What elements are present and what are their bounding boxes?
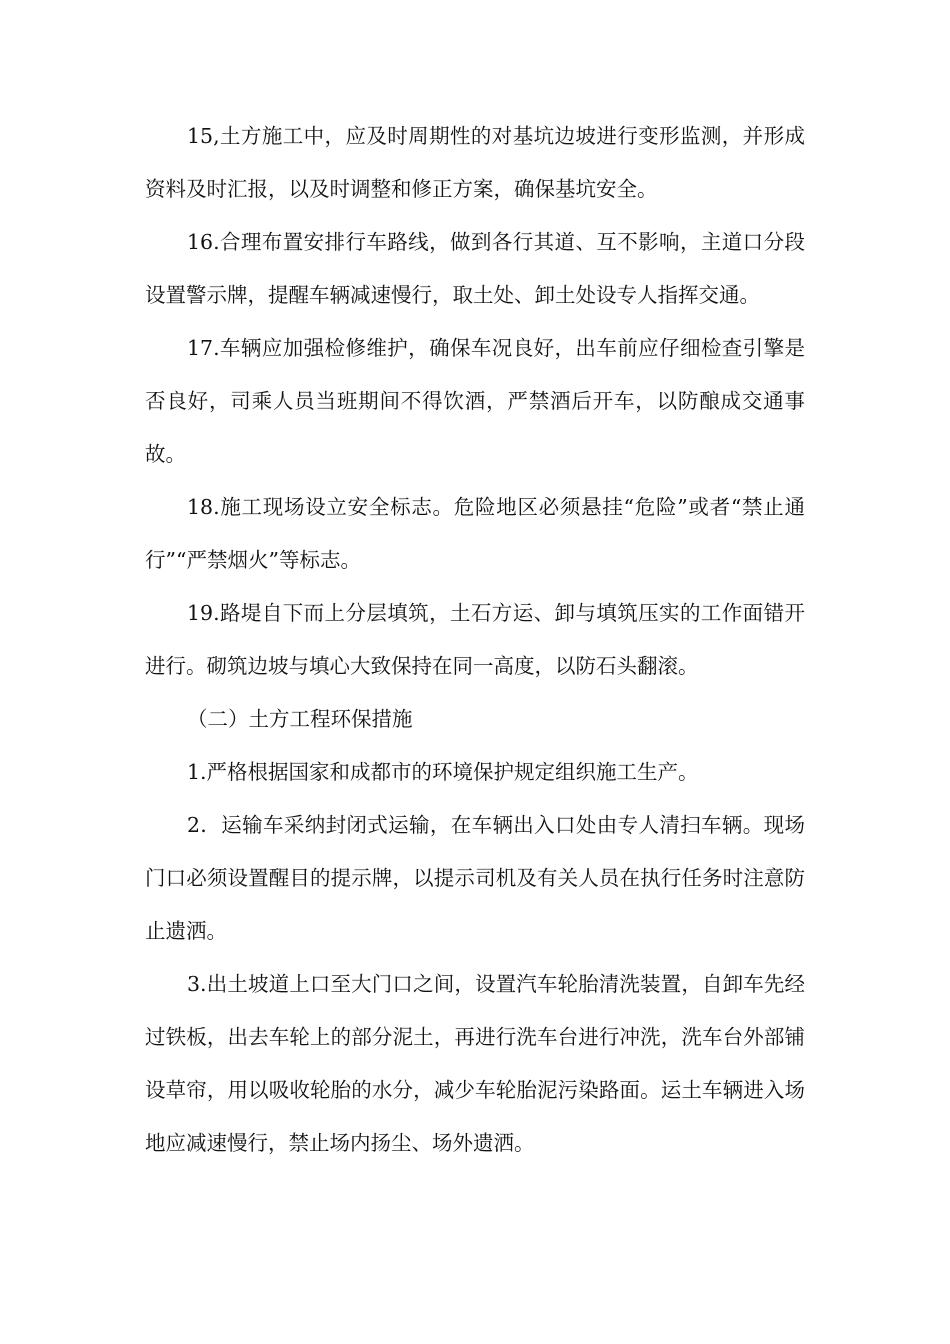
- document-body: [145, 110, 805, 1170]
- paragraph-env-1: 1.严格根据国家和成都市的环境保护规定组织施工生产。: [187, 760, 699, 784]
- paragraph-env-2: 2．运输车采纳封闭式运输，在车辆出入口处由专人清扫车辆。现场门口必须设置醒目的提示牌，以提示司机及有关人员在执行任务时注意防止遗洒。: [145, 813, 805, 943]
- paragraph-16: 16.合理布置安排行车路线，做到各行其道、互不影响，主道口分段设置警示牌，提醒车辆减速慢行，取土处、卸土处设专人指挥交通。: [145, 230, 805, 307]
- section-heading: （二）土方工程环保措施: [187, 707, 413, 731]
- paragraph-18: 18.施工现场设立安全标志。危险地区必须悬挂“危险”或者“禁止通行”“严禁烟火”等标志。: [145, 495, 805, 572]
- paragraph-env-3: 3.出土坡道上口至大门口之间，设置汽车轮胎清洗装置，自卸车先经过铁板，出去车轮上的部分泥土，再进行洗车台进行冲洗，洗车台外部铺设草帘，用以吸收轮胎的水分，减少车轮胎泥污染路面。运土车辆进入场地应减速慢行，禁止场内扬尘、场外遗洒。: [145, 972, 805, 1155]
- paragraph-17: 17.车辆应加强检修维护，确保车况良好，出车前应仔细检查引擎是否良好，司乘人员当班期间不得饮酒，严禁酒后开车，以防酿成交通事故。: [145, 336, 805, 466]
- paragraph-15: 15,土方施工中，应及时周期性的对基坑边坡进行变形监测，并形成资料及时汇报，以及时调整和修正方案，确保基坑安全。: [145, 124, 805, 201]
- paragraph-19: 19.路堤自下而上分层填筑，土石方运、卸与填筑压实的工作面错开进行。砌筑边坡与填心大致保持在同一高度，以防石头翻滚。: [145, 601, 805, 678]
